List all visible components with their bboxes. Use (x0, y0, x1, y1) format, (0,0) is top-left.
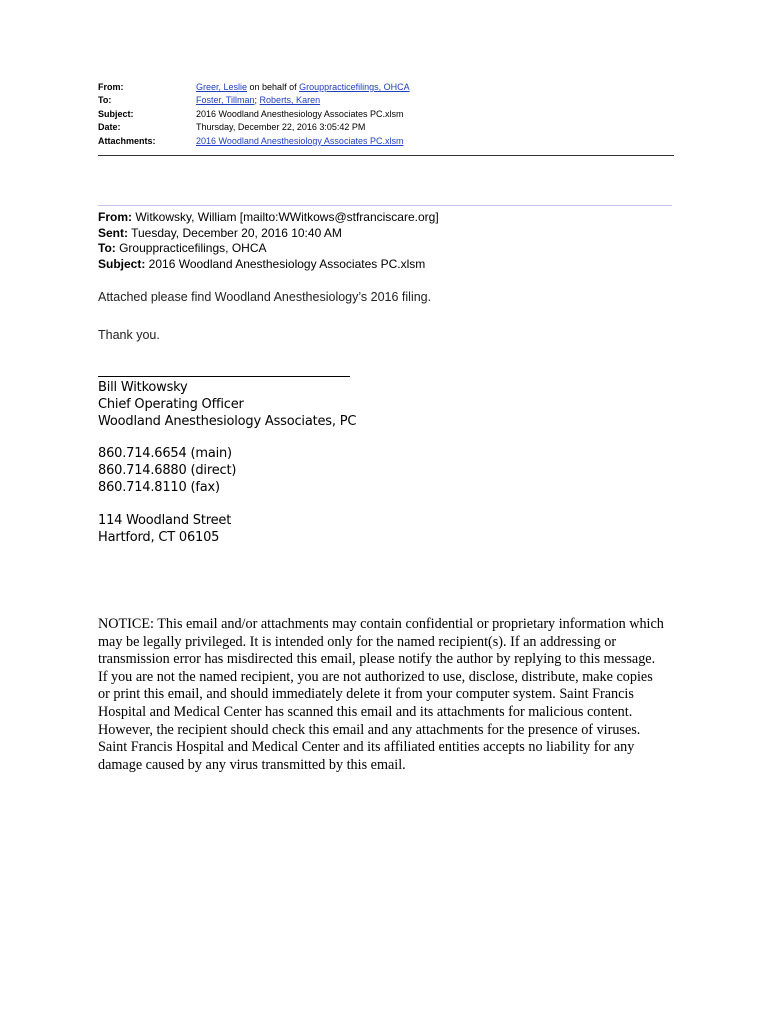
signature-block (98, 379, 356, 430)
fwd-subject-line (98, 257, 439, 273)
to-name2-link[interactable]: Roberts, Karen (259, 95, 321, 106)
header-subject-row (98, 107, 678, 121)
to-separator: ; (254, 95, 260, 106)
signature-phones (98, 445, 236, 496)
attachments-label: Attachments: (98, 135, 156, 146)
sig-name: Bill Witkowsky (98, 380, 188, 395)
sig-phone-fax: 860.714.8110 (fax) (98, 480, 220, 495)
fwd-from-value: Witkowsky, William [mailto:WWitkows@stfranciscare.org] (132, 210, 439, 224)
subject-label: Subject: (98, 108, 134, 119)
from-group-link[interactable]: Grouppracticefilings, OHCA (299, 81, 410, 92)
attachment-link[interactable]: 2016 Woodland Anesthesiology Associates PC.xlsm (196, 135, 404, 146)
to-name1-link[interactable]: Foster, Tillman (196, 95, 255, 106)
fwd-to-value: Grouppracticefilings, OHCA (115, 241, 267, 255)
from-name-link[interactable]: Greer, Leslie (196, 81, 248, 92)
fwd-sent-line (98, 226, 439, 242)
sig-phone-main: 860.714.6654 (main) (98, 446, 232, 461)
fwd-to-line (98, 241, 439, 257)
to-value (196, 95, 320, 105)
from-mid-text: on behalf of (247, 81, 300, 92)
fwd-subject-label: Subject: (98, 256, 146, 271)
fwd-to-label: To: (98, 241, 116, 255)
signature-rule (98, 376, 350, 377)
fwd-sent-label: Sent: (98, 225, 128, 240)
body-line-2: Thank you. (98, 328, 160, 342)
to-label: To: (98, 95, 112, 106)
header-divider (98, 155, 674, 156)
from-value (196, 82, 410, 92)
header-to-row (98, 94, 678, 108)
confidentiality-notice: NOTICE: This email and/or attachments may contain confidential or proprietary information which may be legally privileged. It is intended only for the named recipient(s). If an addressing or transmission error has misdirected this email, please notify the author by replying to this message. If you are not the named recipient, you are not authorized to use, disclose, distribute, make copies or print this email, and should immediately delete it from your computer system. Saint Francis Hospital and Medical Center has scanned this email and its attachments for malicious content. However, the recipient should check this email and any attachments for the presence of viruses. Saint Francis Hospital and Medical Center and its affiliated entities accepts no liability for any damage caused by any virus transmitted by this email. (98, 616, 664, 773)
sig-title: Chief Operating Officer (98, 397, 244, 412)
sig-company: Woodland Anesthesiology Associates, PC (98, 414, 357, 429)
header-from-row (98, 80, 678, 94)
from-label: From: (98, 81, 124, 92)
fwd-from-line (98, 210, 439, 226)
fwd-sent-value: Tuesday, December 20, 2016 10:40 AM (128, 225, 342, 240)
header-date-row (98, 121, 678, 135)
email-header (98, 80, 678, 148)
date-value: Thursday, December 22, 2016 3:05:42 PM (196, 122, 366, 133)
sig-city: Hartford, CT 06105 (98, 530, 220, 545)
forward-divider (98, 205, 672, 206)
header-attachments-row (98, 134, 678, 148)
forwarded-header (98, 210, 439, 272)
fwd-from-label: From: (98, 210, 132, 224)
subject-value: 2016 Woodland Anesthesiology Associates PC.xlsm (196, 108, 404, 119)
sig-phone-direct: 860.714.6880 (direct) (98, 463, 237, 478)
fwd-subject-value: 2016 Woodland Anesthesiology Associates PC.xlsm (145, 256, 426, 271)
sig-street: 114 Woodland Street (98, 513, 232, 528)
body-line-1: Attached please find Woodland Anesthesiology’s 2016 filing. (98, 290, 432, 304)
date-label: Date: (98, 122, 121, 133)
signature-address (98, 512, 231, 546)
